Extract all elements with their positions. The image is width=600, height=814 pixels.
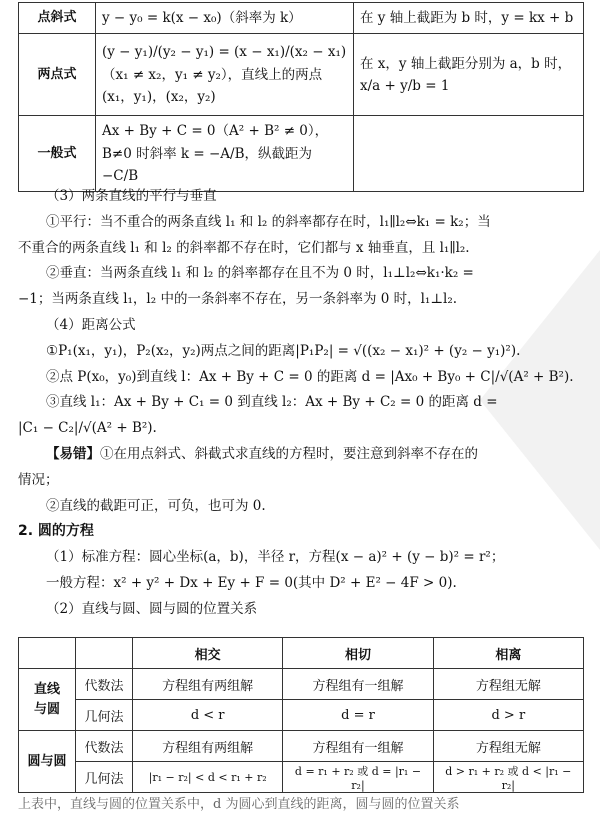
paragraph: ②点 P(x₀，y₀)到直线 l：Ax + By + C = 0 的距离 d = |Ax₀ + By₀ + C|/√(A² + B²). [46,368,574,385]
table-row [19,3,584,34]
corner-cell [19,638,76,669]
row-formula: y − y₀ = k(x − x₀)（斜率为 k） [96,3,354,34]
row-formula: Ax + By + C = 0（A² + B² ≠ 0），B≠0 时斜率 k = −A/B，纵截距为 −C/B [96,116,354,192]
table-row [19,731,584,762]
table-cell: d > r₁ + r₂ 或 d < |r₁ − r₂| [433,762,583,793]
method-label: 代数法 [76,731,133,762]
table-cell: d < r [133,700,283,731]
group-label: 直线 与圆 [19,669,76,731]
row-label: 点斜式 [19,3,96,34]
paragraph: ①平行：当不重合的两条直线 l₁ 和 l₂ 的斜率都存在时，l₁∥l₂⇔k₁ = k₂；当 [46,213,491,230]
line-equation-table [18,2,584,192]
table-cell: |r₁ − r₂| < d < r₁ + r₂ [133,762,283,793]
paragraph: 不重合的两条直线 l₁ 和 l₂ 的斜率都不存在时，它们都与 x 轴垂直，且 l₁∥l₂. [18,239,470,256]
table-cell: d > r [433,700,583,731]
paragraph: ②垂直：当两条直线 l₁ 和 l₂ 的斜率都存在且不为 0 时，l₁⊥l₂⇔k₁·k₂ = [46,265,474,282]
table-cell: 方程组有两组解 [133,669,283,700]
table-cell: d = r [283,700,433,731]
row-note [354,116,584,192]
row-note: 在 x，y 轴上截距分别为 a，b 时，x/a + y/b = 1 [354,34,584,116]
table-cell: 方程组有一组解 [283,669,433,700]
column-header: 相切 [283,638,433,669]
paragraph: 一般方程：x² + y² + Dx + Ey + F = 0(其中 D² + E² − 4F > 0). [46,574,457,591]
paragraph: 情况； [18,471,59,488]
row-note: 在 y 轴上截距为 b 时，y = kx + b [354,3,584,34]
method-label: 代数法 [76,669,133,700]
row-label: 一般式 [19,116,96,192]
paragraph [18,442,584,468]
paragraph: ②直线的截距可正，可负，也可为 0. [46,497,266,514]
table-header-row [19,638,584,669]
table-row [19,762,584,793]
section-heading: （2）直线与圆、圆与圆的位置关系 [46,600,258,617]
paragraph: ①P₁(x₁，y₁)，P₂(x₂，y₂)两点之间的距离|P₁P₂| = √((x₂ − x₁)² + (y₂ − y₁)²). [46,342,521,359]
error-tag: 【易错】 [46,445,100,462]
section-heading: （3）两条直线的平行与垂直 [46,188,217,204]
paragraph: |C₁ − C₂|/√(A² + B²). [18,420,157,437]
group-label: 圆与圆 [19,731,76,793]
section-title: 2. 圆的方程 [18,523,94,540]
circle-position-table [18,637,584,793]
row-label: 两点式 [19,34,96,116]
table-cell: d = r₁ + r₂ 或 d = |r₁ − r₂| [283,762,433,793]
method-label: 几何法 [76,700,133,731]
table-cell: 方程组有两组解 [133,731,283,762]
cut-off-footer-line: 上表中，直线与圆的位置关系中，d 为圆心到直线的距离，圆与圆的位置关系 [18,797,460,812]
paragraph: ③直线 l₁：Ax + By + C₁ = 0 到直线 l₂：Ax + By + C₂ = 0 的距离 d = [46,394,498,411]
column-header: 相交 [133,638,283,669]
row-formula: (y − y₁)/(y₂ − y₁) = (x − x₁)/(x₂ − x₁)（x₁ ≠ x₂，y₁ ≠ y₂），直线上的两点(x₁，y₁)，(x₂，y₂) [96,34,354,116]
column-header: 相离 [433,638,583,669]
table-cell: 方程组有一组解 [283,731,433,762]
body-text [18,184,584,623]
table-row [19,34,584,116]
table-row [19,669,584,700]
corner-cell [76,638,133,669]
paragraph: −1；当两条直线 l₁，l₂ 中的一条斜率不存在，另一条斜率为 0 时，l₁⊥l₂. [18,291,458,308]
error-text: ①在用点斜式、斜截式求直线的方程时，要注意到斜率不存在的 [100,445,478,462]
table-cell: 方程组无解 [433,669,583,700]
method-label: 几何法 [76,762,133,793]
section-heading: （4）距离公式 [46,316,136,333]
table-cell: 方程组无解 [433,731,583,762]
table-row [19,700,584,731]
table-row [19,116,584,192]
paragraph: （1）标准方程：圆心坐标(a，b)，半径 r，方程(x − a)² + (y − b)² = r²； [46,549,505,566]
